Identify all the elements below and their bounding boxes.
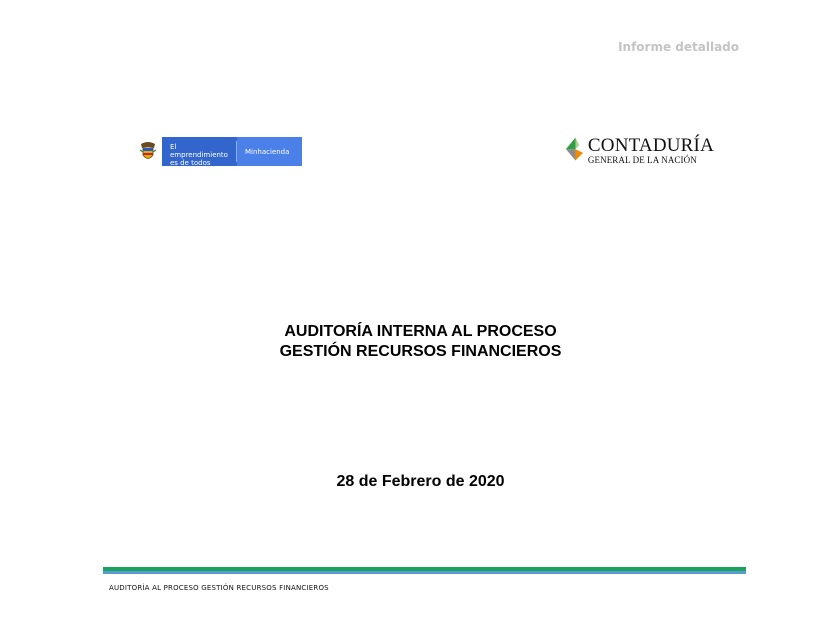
- footer-text: AUDITORÍA AL PROCESO GESTIÓN RECURSOS FINANCIEROS: [109, 584, 329, 592]
- slogan-line-1: El emprendimiento: [170, 143, 228, 159]
- ministry-name: Minhacienda: [237, 137, 302, 166]
- slogan-line-2: es de todos: [170, 159, 211, 167]
- footer-rule-blue: [103, 571, 746, 574]
- title-line-1: AUDITORÍA INTERNA AL PROCESO: [284, 323, 557, 340]
- slogan: [162, 137, 236, 166]
- document-date: 28 de Febrero de 2020: [336, 473, 505, 490]
- contaduria-logo: [564, 135, 714, 167]
- coat-of-arms-icon: [134, 137, 162, 166]
- brand-subtitle: GENERAL DE LA NACIÓN: [587, 155, 697, 165]
- brand-name: CONTADURÍA: [587, 135, 714, 156]
- document-type-label: Informe detallado: [618, 40, 739, 54]
- title-line-2: GESTIÓN RECURSOS FINANCIEROS: [279, 343, 562, 360]
- minhacienda-logo: [134, 137, 302, 166]
- document-title: [0, 322, 825, 362]
- footer-rule: [103, 567, 746, 575]
- contaduria-mark-icon: [564, 135, 587, 167]
